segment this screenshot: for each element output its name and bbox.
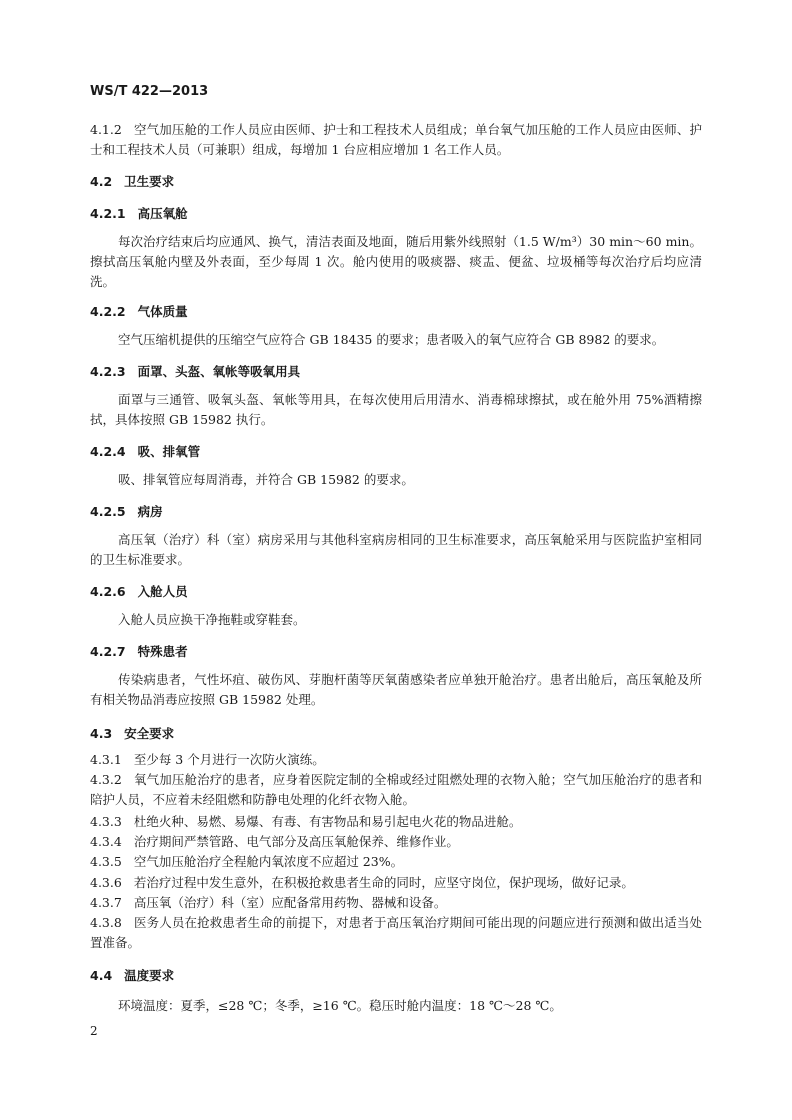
- section-number: 4.2.3: [90, 364, 126, 379]
- section-heading-4-2-6: [90, 582, 702, 602]
- clause-number: 4.3.2: [90, 772, 122, 787]
- paragraph-4-2-3: 面罩与三通管、吸氧头盔、氧帐等用具，在每次使用后用清水、消毒棉球擦拭，或在舱外用 75%酒精擦拭，具体按照 GB 15982 执行。: [90, 392, 702, 427]
- section-title: 病房: [137, 504, 163, 519]
- clause-text: 若治疗过程中发生意外，在积极抢救患者生命的同时，应坚守岗位，保护现场，做好记录。: [133, 875, 634, 890]
- section-title: 卫生要求: [124, 174, 175, 189]
- section-title: 特殊患者: [137, 644, 188, 659]
- paragraph-4-2-1: 每次治疗结束后均应通风、换气，清洁表面及地面，随后用紫外线照射（1.5 W/m³）30 min～60 min。擦拭高压氧舱内壁及外表面，至少每周 1 次。舱内使用的吸痰器、痰盂、便盆、垃圾桶等每次治疗后均应清洗。: [90, 234, 702, 289]
- section-heading-4-2: [90, 172, 702, 192]
- clause-4-3-1: [90, 750, 702, 770]
- standard-code: WS/T 422—2013: [90, 84, 209, 99]
- section-number: 4.2.4: [90, 444, 126, 459]
- clause-number: 4.3.4: [90, 834, 122, 849]
- section-title: 吸、排氧管: [137, 444, 201, 459]
- section-number: 4.2.5: [90, 504, 126, 519]
- clause-text: 医务人员在抢救患者生命的前提下，对患者于高压氧治疗期间可能出现的问题应进行预测和做出适当处置准备。: [90, 915, 702, 950]
- section-heading-4-2-1: [90, 204, 702, 224]
- section-title: 温度要求: [124, 968, 175, 983]
- clause-number: 4.3.3: [90, 814, 122, 829]
- paragraph-4-2-4: 吸、排氧管应每周消毒，并符合 GB 15982 的要求。: [118, 472, 414, 487]
- clause-text: 至少每 3 个月进行一次防火演练。: [133, 752, 325, 767]
- clause-text: 空气加压舱的工作人员应由医师、护士和工程技术人员组成；单台氧气加压舱的工作人员应由医师、护士和工程技术人员（可兼职）组成，每增加 1 台应相应增加 1 名工作人员。: [90, 122, 702, 157]
- page-number: 2: [90, 1024, 98, 1038]
- clause-4-3-6: [90, 873, 702, 893]
- paragraph-4-2-5: 高压氧（治疗）科（室）病房采用与其他科室病房相同的卫生标准要求，高压氧舱采用与医院监护室相同的卫生标准要求。: [90, 532, 702, 567]
- section-heading-4-2-2: [90, 302, 702, 322]
- section-number: 4.2: [90, 174, 113, 189]
- section-title: 高压氧舱: [137, 206, 188, 221]
- clause-4-3-2: [90, 770, 702, 810]
- paragraph-4-4: 环境温度：夏季，≤28 ℃；冬季，≥16 ℃。稳压时舱内温度：18 ℃～28 ℃。: [118, 998, 562, 1013]
- clause-text: 杜绝火种、易燃、易爆、有毒、有害物品和易引起电火花的物品进舱。: [133, 814, 522, 829]
- clause-4-3-4: [90, 832, 702, 852]
- section-heading-4-3: [90, 724, 702, 744]
- section-number: 4.2.6: [90, 584, 126, 599]
- clause-number: 4.1.2: [90, 122, 122, 137]
- clause-number: 4.3.5: [90, 854, 122, 869]
- clause-4-3-8: [90, 913, 702, 953]
- section-number: 4.3: [90, 726, 113, 741]
- clause-4-3-5: [90, 852, 702, 872]
- section-heading-4-2-3: [90, 362, 702, 382]
- clause-text: 治疗期间严禁管路、电气部分及高压氧舱保养、维修作业。: [133, 834, 459, 849]
- clause-number: 4.3.6: [90, 875, 122, 890]
- section-number: 4.2.7: [90, 644, 126, 659]
- clause-number: 4.3.7: [90, 895, 122, 910]
- section-heading-4-4: [90, 966, 702, 986]
- paragraph-4-2-7: 传染病患者，气性坏疽、破伤风、芽胞杆菌等厌氧菌感染者应单独开舱治疗。患者出舱后，高压氧舱及所有相关物品消毒应按照 GB 15982 处理。: [90, 672, 702, 707]
- section-title: 入舱人员: [137, 584, 188, 599]
- section-heading-4-2-5: [90, 502, 702, 522]
- clause-number: 4.3.1: [90, 752, 122, 767]
- clause-text: 高压氧（治疗）科（室）应配备常用药物、器械和设备。: [133, 895, 447, 910]
- section-heading-4-2-7: [90, 642, 702, 662]
- paragraph-4-2-6: 入舱人员应换干净拖鞋或穿鞋套。: [118, 612, 306, 627]
- clause-4-1-2: [90, 120, 702, 160]
- clause-4-3-3: [90, 812, 702, 832]
- clause-text: 氧气加压舱治疗的患者，应身着医院定制的全棉或经过阻燃处理的衣物入舱；空气加压舱治疗的患者和陪护人员，不应着未经阻燃和防静电处理的化纤衣物入舱。: [90, 772, 702, 807]
- clause-text: 空气加压舱治疗全程舱内氧浓度不应超过 23%。: [133, 854, 404, 869]
- section-number: 4.2.2: [90, 304, 126, 319]
- paragraph-4-2-2: 空气压缩机提供的压缩空气应符合 GB 18435 的要求；患者吸入的氧气应符合 GB 8982 的要求。: [118, 332, 665, 347]
- section-number: 4.4: [90, 968, 113, 983]
- clause-4-3-7: [90, 893, 702, 913]
- section-number: 4.2.1: [90, 206, 126, 221]
- section-heading-4-2-4: [90, 442, 702, 462]
- section-title: 面罩、头盔、氧帐等吸氧用具: [137, 364, 301, 379]
- clause-number: 4.3.8: [90, 915, 122, 930]
- section-title: 气体质量: [137, 304, 188, 319]
- section-title: 安全要求: [124, 726, 175, 741]
